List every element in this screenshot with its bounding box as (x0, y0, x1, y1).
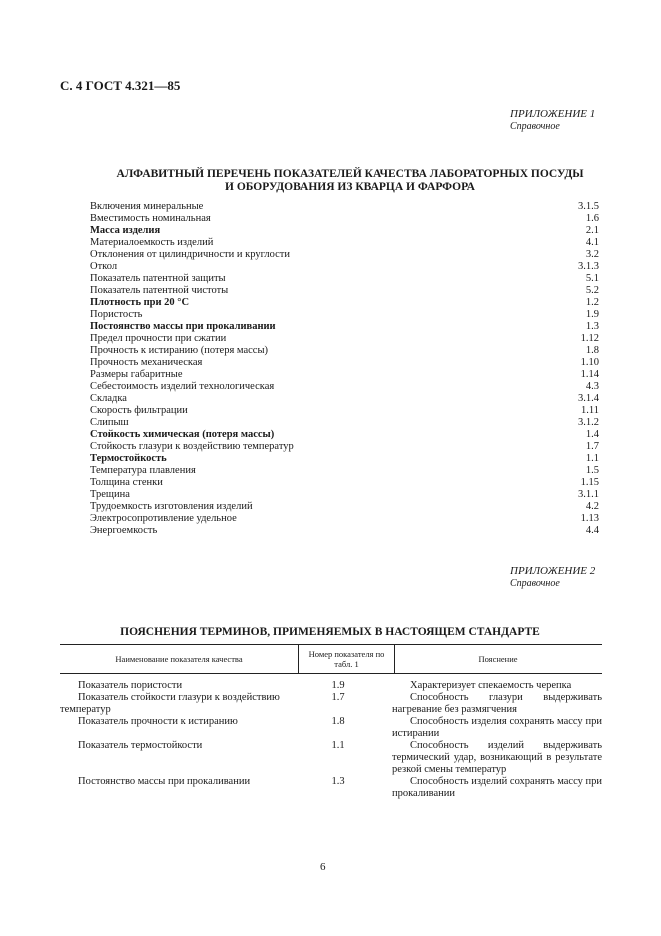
index-row (90, 309, 599, 321)
index-term: Пористость (90, 309, 143, 320)
index-ref: 3.2 (585, 249, 599, 260)
index-term: Термостойкость (90, 453, 167, 464)
index-ref: 1.11 (581, 405, 599, 416)
index-ref: 1.13 (580, 513, 599, 524)
index-ref: 1.7 (585, 441, 599, 452)
index-term: Показатель патентной защиты (90, 273, 226, 284)
index-term: Температура плавления (90, 465, 196, 476)
index-row (90, 381, 599, 393)
index-term: Включения минеральные (90, 201, 204, 212)
index-term: Энергоемкость (90, 525, 158, 536)
index-row (90, 321, 599, 333)
index-term: Материалоемкость изделий (90, 237, 214, 248)
term-explanation-cell: Способность изделий сохранять массу при прокаливании (392, 776, 602, 799)
index-ref: 5.1 (585, 273, 599, 284)
index-ref: 1.6 (585, 213, 599, 224)
index-term: Толщина стенки (90, 477, 163, 488)
index-term: Стойкость химическая (потеря массы) (90, 429, 275, 440)
index-ref: 1.5 (585, 465, 599, 476)
term-name-cell: Показатель пористости (78, 680, 183, 691)
index-term: Себестоимость изделий технологическая (90, 381, 275, 392)
index-row (90, 273, 599, 285)
index-term: Предел прочности при сжатии (90, 333, 227, 344)
index-term: Откол (90, 261, 118, 272)
index-ref: 1.4 (585, 429, 599, 440)
header-number: Номер показателя по табл. 1 (298, 645, 395, 673)
index-row (90, 465, 599, 477)
index-ref: 4.3 (585, 381, 599, 392)
index-ref: 3.1.4 (578, 393, 599, 404)
index-row (90, 453, 599, 465)
index-term: Электросопротивление удельное (90, 513, 237, 524)
index-ref: 3.1.1 (578, 489, 599, 500)
index-term: Прочность к истиранию (потеря массы) (90, 345, 269, 356)
term-number-cell: 1.9 (331, 680, 345, 691)
appendix-1-label (510, 108, 595, 132)
appendix-1-subtitle: Справочное (510, 121, 560, 132)
index-row (90, 357, 599, 369)
appendix-2-subtitle: Справочное (510, 578, 560, 589)
index-row (90, 477, 599, 489)
index-ref: 3.1.3 (578, 261, 599, 272)
index-ref: 1.3 (585, 321, 599, 332)
index-title (70, 168, 630, 194)
index-term: Стойкость глазури к воздействию температур (90, 441, 294, 452)
index-row (90, 417, 599, 429)
index-row (90, 285, 599, 297)
index-term: Вместимость номинальная (90, 213, 211, 224)
table-header (60, 644, 602, 674)
index-row (90, 333, 599, 345)
header-explanation: Пояснение (478, 654, 518, 664)
index-row (90, 501, 599, 513)
term-name-cell: Показатель прочности к истиранию (78, 716, 238, 727)
index-row (90, 249, 599, 261)
index-ref: 1.2 (585, 297, 599, 308)
index-row (90, 441, 599, 453)
index-term: Прочность механическая (90, 357, 203, 368)
table-title: ПОЯСНЕНИЯ ТЕРМИНОВ, ПРИМЕНЯЕМЫХ В НАСТОЯЩЕМ СТАНДАРТЕ (120, 626, 540, 638)
appendix-2-title: ПРИЛОЖЕНИЕ 2 (510, 565, 596, 577)
term-explanation-cell: Характеризует спекаемость черепка (410, 680, 572, 691)
index-term: Масса изделия (90, 225, 161, 236)
term-name-cell: Постоянство массы при прокаливании (78, 776, 251, 787)
index-ref: 1.15 (580, 477, 599, 488)
index-term: Размеры габаритные (90, 369, 183, 380)
index-title-line-1: АЛФАВИТНЫЙ ПЕРЕЧЕНЬ ПОКАЗАТЕЛЕЙ КАЧЕСТВА ЛАБОРАТОРНЫХ ПОСУДЫ (116, 168, 584, 180)
term-name-cell: Показатель термостойкости (78, 740, 203, 751)
alphabetical-index (90, 201, 599, 537)
index-term: Плотность при 20 °С (90, 297, 190, 308)
page-number: 6 (320, 861, 326, 873)
term-number-cell: 1.1 (331, 740, 345, 751)
term-number-cell: 1.3 (331, 776, 345, 787)
index-ref: 1.10 (580, 357, 599, 368)
index-ref: 4.4 (585, 525, 599, 536)
term-explanation-cell: Способность глазури выдерживать нагревание без размягчения (392, 692, 602, 715)
index-term: Трудоемкость изготовления изделий (90, 501, 253, 512)
index-ref: 3.1.5 (578, 201, 599, 212)
index-ref: 1.12 (580, 333, 599, 344)
index-ref: 4.2 (585, 501, 599, 512)
index-row (90, 225, 599, 237)
index-ref: 1.14 (580, 369, 599, 380)
terms-table (60, 644, 602, 799)
term-explanation-cell: Способность изделия сохранять массу при истирании (392, 716, 602, 739)
header-name: Наименование показателя качества (115, 654, 243, 664)
index-row (90, 429, 599, 441)
index-row (90, 513, 599, 525)
index-row (90, 297, 599, 309)
term-number-cell: 1.8 (331, 716, 345, 727)
term-explanation-cell: Способность изделий выдерживать термический удар, возникающий в результате резкой смены температур (392, 740, 602, 775)
term-name-cell: Показатель стойкости глазури к воздействию температур (60, 692, 280, 715)
index-ref: 3.1.2 (578, 417, 599, 428)
index-term: Постоянство массы при прокаливании (90, 321, 276, 332)
page-header: С. 4 ГОСТ 4.321—85 (60, 78, 181, 93)
index-ref: 1.9 (585, 309, 599, 320)
index-title-line-2: И ОБОРУДОВАНИЯ ИЗ КВАРЦА И ФАРФОРА (225, 181, 475, 193)
index-ref: 1.1 (585, 453, 599, 464)
index-row (90, 261, 599, 273)
index-row (90, 369, 599, 381)
index-row (90, 201, 599, 213)
index-ref: 4.1 (585, 237, 599, 248)
index-row (90, 393, 599, 405)
term-number-cell: 1.7 (331, 692, 345, 703)
appendix-2-label (510, 565, 595, 589)
index-term: Трещина (90, 489, 130, 500)
index-term: Складка (90, 393, 127, 404)
index-ref: 2.1 (585, 225, 599, 236)
index-row (90, 405, 599, 417)
index-ref: 1.8 (585, 345, 599, 356)
index-row (90, 525, 599, 537)
index-row (90, 237, 599, 249)
index-term: Показатель патентной чистоты (90, 285, 229, 296)
index-term: Отклонения от цилиндричности и круглости (90, 249, 290, 260)
index-row (90, 213, 599, 225)
index-row (90, 345, 599, 357)
index-term: Слипыш (90, 417, 129, 428)
index-term: Скорость фильтрации (90, 405, 188, 416)
index-row (90, 489, 599, 501)
index-ref: 5.2 (585, 285, 599, 296)
appendix-1-title: ПРИЛОЖЕНИЕ 1 (510, 108, 596, 120)
